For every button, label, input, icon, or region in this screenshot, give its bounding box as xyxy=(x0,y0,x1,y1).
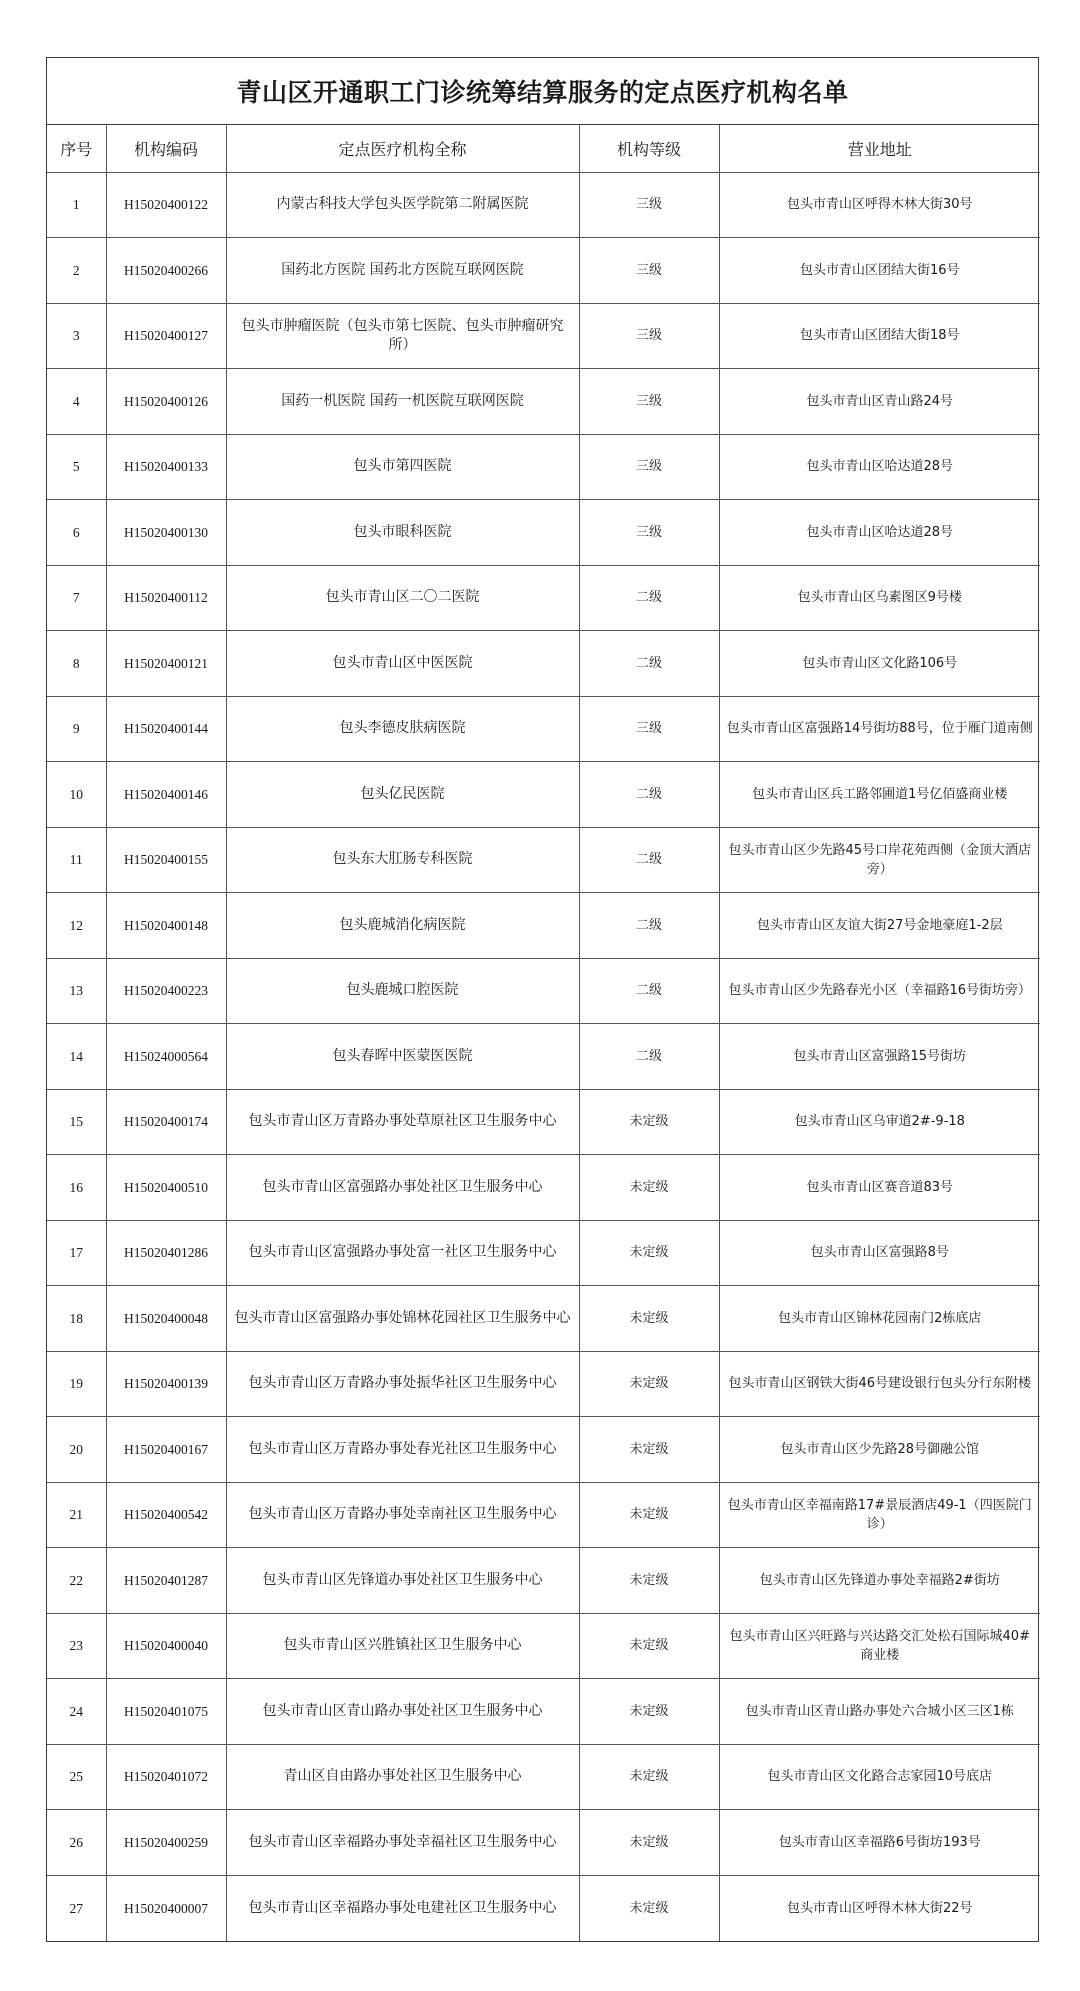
cell-name: 包头东大肛肠专科医院 xyxy=(226,827,579,893)
cell-level: 未定级 xyxy=(579,1875,719,1941)
cell-address: 包头市青山区文化路106号 xyxy=(719,631,1040,697)
cell-name: 包头市青山区万青路办事处幸南社区卫生服务中心 xyxy=(226,1482,579,1548)
cell-address: 包头市青山区少先路45号口岸花苑西侧（金顶大酒店旁） xyxy=(719,827,1040,893)
cell-address: 包头市青山区少先路春光小区（幸福路16号街坊旁） xyxy=(719,958,1040,1024)
cell-code: H15020400112 xyxy=(106,565,226,631)
cell-name: 包头鹿城消化病医院 xyxy=(226,893,579,959)
cell-level: 未定级 xyxy=(579,1351,719,1417)
cell-level: 未定级 xyxy=(579,1548,719,1614)
cell-index: 15 xyxy=(47,1089,106,1155)
cell-index: 1 xyxy=(47,172,106,238)
cell-index: 13 xyxy=(47,958,106,1024)
cell-code: H15020400146 xyxy=(106,762,226,828)
cell-level: 三级 xyxy=(579,434,719,500)
cell-level: 二级 xyxy=(579,827,719,893)
cell-code: H15020400139 xyxy=(106,1351,226,1417)
cell-index: 25 xyxy=(47,1744,106,1810)
cell-address: 包头市青山区兵工路邻圃道1号亿佰盛商业楼 xyxy=(719,762,1040,828)
cell-level: 未定级 xyxy=(579,1089,719,1155)
cell-index: 16 xyxy=(47,1155,106,1221)
cell-index: 8 xyxy=(47,631,106,697)
cell-name: 包头市青山区兴胜镇社区卫生服务中心 xyxy=(226,1613,579,1679)
cell-address: 包头市青山区乌审道2#-9-18 xyxy=(719,1089,1040,1155)
cell-name: 包头春晖中医蒙医医院 xyxy=(226,1024,579,1090)
cell-name: 包头市眼科医院 xyxy=(226,500,579,566)
cell-address: 包头市青山区幸福南路17#景辰酒店49-1（四医院门诊） xyxy=(719,1482,1040,1548)
table-row xyxy=(47,631,1040,697)
cell-name: 包头鹿城口腔医院 xyxy=(226,958,579,1024)
cell-index: 5 xyxy=(47,434,106,500)
cell-address: 包头市青山区幸福路6号街坊193号 xyxy=(719,1810,1040,1876)
cell-index: 3 xyxy=(47,303,106,369)
cell-index: 21 xyxy=(47,1482,106,1548)
table-row xyxy=(47,1155,1040,1221)
cell-code: H15020400122 xyxy=(106,172,226,238)
cell-code: H15020400174 xyxy=(106,1089,226,1155)
cell-code: H15020401072 xyxy=(106,1744,226,1810)
cell-address: 包头市青山区乌素图区9号楼 xyxy=(719,565,1040,631)
cell-name: 国药一机医院 国药一机医院互联网医院 xyxy=(226,369,579,435)
table-row xyxy=(47,1613,1040,1679)
table-row xyxy=(47,1220,1040,1286)
cell-address: 包头市青山区哈达道28号 xyxy=(719,500,1040,566)
cell-address: 包头市青山区钢铁大街46号建设银行包头分行东附楼 xyxy=(719,1351,1040,1417)
cell-name: 包头市青山区万青路办事处春光社区卫生服务中心 xyxy=(226,1417,579,1483)
cell-level: 二级 xyxy=(579,958,719,1024)
cell-name: 内蒙古科技大学包头医学院第二附属医院 xyxy=(226,172,579,238)
cell-index: 11 xyxy=(47,827,106,893)
table-row xyxy=(47,827,1040,893)
header-index: 序号 xyxy=(47,125,106,172)
cell-address: 包头市青山区团结大街16号 xyxy=(719,238,1040,304)
cell-level: 未定级 xyxy=(579,1482,719,1548)
cell-name: 包头市青山区二〇二医院 xyxy=(226,565,579,631)
cell-code: H15020400130 xyxy=(106,500,226,566)
cell-name: 包头市青山区先锋道办事处社区卫生服务中心 xyxy=(226,1548,579,1614)
table-row xyxy=(47,369,1040,435)
cell-level: 二级 xyxy=(579,565,719,631)
table-row xyxy=(47,1351,1040,1417)
header-code: 机构编码 xyxy=(106,125,226,172)
cell-code: H15020400259 xyxy=(106,1810,226,1876)
table-row xyxy=(47,1548,1040,1614)
cell-address: 包头市青山区富强路14号街坊88号，位于雁门道南侧 xyxy=(719,696,1040,762)
cell-index: 23 xyxy=(47,1613,106,1679)
cell-name: 包头市青山区万青路办事处振华社区卫生服务中心 xyxy=(226,1351,579,1417)
cell-level: 二级 xyxy=(579,762,719,828)
cell-address: 包头市青山区兴旺路与兴达路交汇处松石国际城40#商业楼 xyxy=(719,1613,1040,1679)
cell-name: 包头市青山区富强路办事处锦林花园社区卫生服务中心 xyxy=(226,1286,579,1352)
cell-name: 包头市青山区富强路办事处富一社区卫生服务中心 xyxy=(226,1220,579,1286)
table-row xyxy=(47,762,1040,828)
cell-level: 未定级 xyxy=(579,1286,719,1352)
cell-index: 20 xyxy=(47,1417,106,1483)
table-body xyxy=(47,172,1040,1941)
cell-code: H15024000564 xyxy=(106,1024,226,1090)
cell-address: 包头市青山区呼得木林大街30号 xyxy=(719,172,1040,238)
institution-table xyxy=(47,125,1040,1941)
cell-code: H15020400167 xyxy=(106,1417,226,1483)
table-row xyxy=(47,1286,1040,1352)
cell-index: 6 xyxy=(47,500,106,566)
cell-level: 二级 xyxy=(579,893,719,959)
cell-address: 包头市青山区文化路合志家园10号底店 xyxy=(719,1744,1040,1810)
header-level: 机构等级 xyxy=(579,125,719,172)
cell-index: 27 xyxy=(47,1875,106,1941)
cell-address: 包头市青山区赛音道83号 xyxy=(719,1155,1040,1221)
cell-name: 包头市第四医院 xyxy=(226,434,579,500)
cell-code: H15020400040 xyxy=(106,1613,226,1679)
cell-code: H15020400542 xyxy=(106,1482,226,1548)
cell-name: 包头市青山区幸福路办事处幸福社区卫生服务中心 xyxy=(226,1810,579,1876)
cell-code: H15020400127 xyxy=(106,303,226,369)
cell-address: 包头市青山区团结大街18号 xyxy=(719,303,1040,369)
cell-level: 二级 xyxy=(579,631,719,697)
table-row xyxy=(47,1417,1040,1483)
cell-index: 14 xyxy=(47,1024,106,1090)
cell-code: H15020401286 xyxy=(106,1220,226,1286)
table-row xyxy=(47,1744,1040,1810)
cell-address: 包头市青山区富强路8号 xyxy=(719,1220,1040,1286)
cell-code: H15020400148 xyxy=(106,893,226,959)
cell-name: 包头亿民医院 xyxy=(226,762,579,828)
table-row xyxy=(47,958,1040,1024)
cell-index: 26 xyxy=(47,1810,106,1876)
cell-address: 包头市青山区青山路办事处六合城小区三区1栋 xyxy=(719,1679,1040,1745)
cell-name: 包头市青山区富强路办事处社区卫生服务中心 xyxy=(226,1155,579,1221)
table-row xyxy=(47,434,1040,500)
table-row xyxy=(47,172,1040,238)
cell-level: 未定级 xyxy=(579,1220,719,1286)
cell-address: 包头市青山区青山路24号 xyxy=(719,369,1040,435)
cell-name: 国药北方医院 国药北方医院互联网医院 xyxy=(226,238,579,304)
table-row xyxy=(47,893,1040,959)
cell-code: H15020400510 xyxy=(106,1155,226,1221)
cell-level: 三级 xyxy=(579,369,719,435)
table-row xyxy=(47,1875,1040,1941)
header-name: 定点医疗机构全称 xyxy=(226,125,579,172)
cell-address: 包头市青山区友谊大街27号金地豪庭1-2层 xyxy=(719,893,1040,959)
cell-level: 未定级 xyxy=(579,1679,719,1745)
cell-name: 青山区自由路办事处社区卫生服务中心 xyxy=(226,1744,579,1810)
cell-index: 18 xyxy=(47,1286,106,1352)
cell-index: 4 xyxy=(47,369,106,435)
cell-code: H15020400007 xyxy=(106,1875,226,1941)
document-title: 青山区开通职工门诊统筹结算服务的定点医疗机构名单 xyxy=(47,58,1038,125)
cell-level: 未定级 xyxy=(579,1810,719,1876)
cell-code: H15020400133 xyxy=(106,434,226,500)
cell-level: 二级 xyxy=(579,1024,719,1090)
table-row xyxy=(47,1089,1040,1155)
cell-level: 三级 xyxy=(579,238,719,304)
table-row xyxy=(47,1482,1040,1548)
cell-index: 22 xyxy=(47,1548,106,1614)
cell-index: 12 xyxy=(47,893,106,959)
cell-level: 三级 xyxy=(579,500,719,566)
cell-name: 包头市青山区幸福路办事处电建社区卫生服务中心 xyxy=(226,1875,579,1941)
cell-address: 包头市青山区锦林花园南门2栋底店 xyxy=(719,1286,1040,1352)
cell-index: 9 xyxy=(47,696,106,762)
table-row xyxy=(47,303,1040,369)
cell-index: 24 xyxy=(47,1679,106,1745)
cell-code: H15020401075 xyxy=(106,1679,226,1745)
table-row xyxy=(47,696,1040,762)
cell-code: H15020400048 xyxy=(106,1286,226,1352)
document-sheet xyxy=(46,57,1039,1942)
cell-index: 7 xyxy=(47,565,106,631)
cell-code: H15020400121 xyxy=(106,631,226,697)
cell-level: 三级 xyxy=(579,303,719,369)
table-row xyxy=(47,1024,1040,1090)
cell-index: 2 xyxy=(47,238,106,304)
cell-code: H15020400155 xyxy=(106,827,226,893)
cell-code: H15020400126 xyxy=(106,369,226,435)
cell-address: 包头市青山区先锋道办事处幸福路2#街坊 xyxy=(719,1548,1040,1614)
cell-name: 包头李德皮肤病医院 xyxy=(226,696,579,762)
table-row xyxy=(47,565,1040,631)
cell-address: 包头市青山区呼得木林大街22号 xyxy=(719,1875,1040,1941)
table-row xyxy=(47,238,1040,304)
cell-level: 未定级 xyxy=(579,1155,719,1221)
table-row xyxy=(47,1679,1040,1745)
cell-index: 19 xyxy=(47,1351,106,1417)
header-address: 营业地址 xyxy=(719,125,1040,172)
cell-level: 未定级 xyxy=(579,1744,719,1810)
cell-index: 10 xyxy=(47,762,106,828)
cell-level: 未定级 xyxy=(579,1613,719,1679)
cell-name: 包头市肿瘤医院（包头市第七医院、包头市肿瘤研究所） xyxy=(226,303,579,369)
cell-name: 包头市青山区中医医院 xyxy=(226,631,579,697)
cell-address: 包头市青山区少先路28号御融公馆 xyxy=(719,1417,1040,1483)
cell-name: 包头市青山区万青路办事处草原社区卫生服务中心 xyxy=(226,1089,579,1155)
cell-code: H15020400266 xyxy=(106,238,226,304)
cell-index: 17 xyxy=(47,1220,106,1286)
table-row xyxy=(47,1810,1040,1876)
cell-code: H15020400144 xyxy=(106,696,226,762)
cell-address: 包头市青山区哈达道28号 xyxy=(719,434,1040,500)
cell-level: 未定级 xyxy=(579,1417,719,1483)
cell-code: H15020401287 xyxy=(106,1548,226,1614)
cell-address: 包头市青山区富强路15号街坊 xyxy=(719,1024,1040,1090)
cell-level: 三级 xyxy=(579,172,719,238)
table-row xyxy=(47,500,1040,566)
cell-level: 三级 xyxy=(579,696,719,762)
cell-code: H15020400223 xyxy=(106,958,226,1024)
cell-name: 包头市青山区青山路办事处社区卫生服务中心 xyxy=(226,1679,579,1745)
table-header-row xyxy=(47,125,1040,172)
